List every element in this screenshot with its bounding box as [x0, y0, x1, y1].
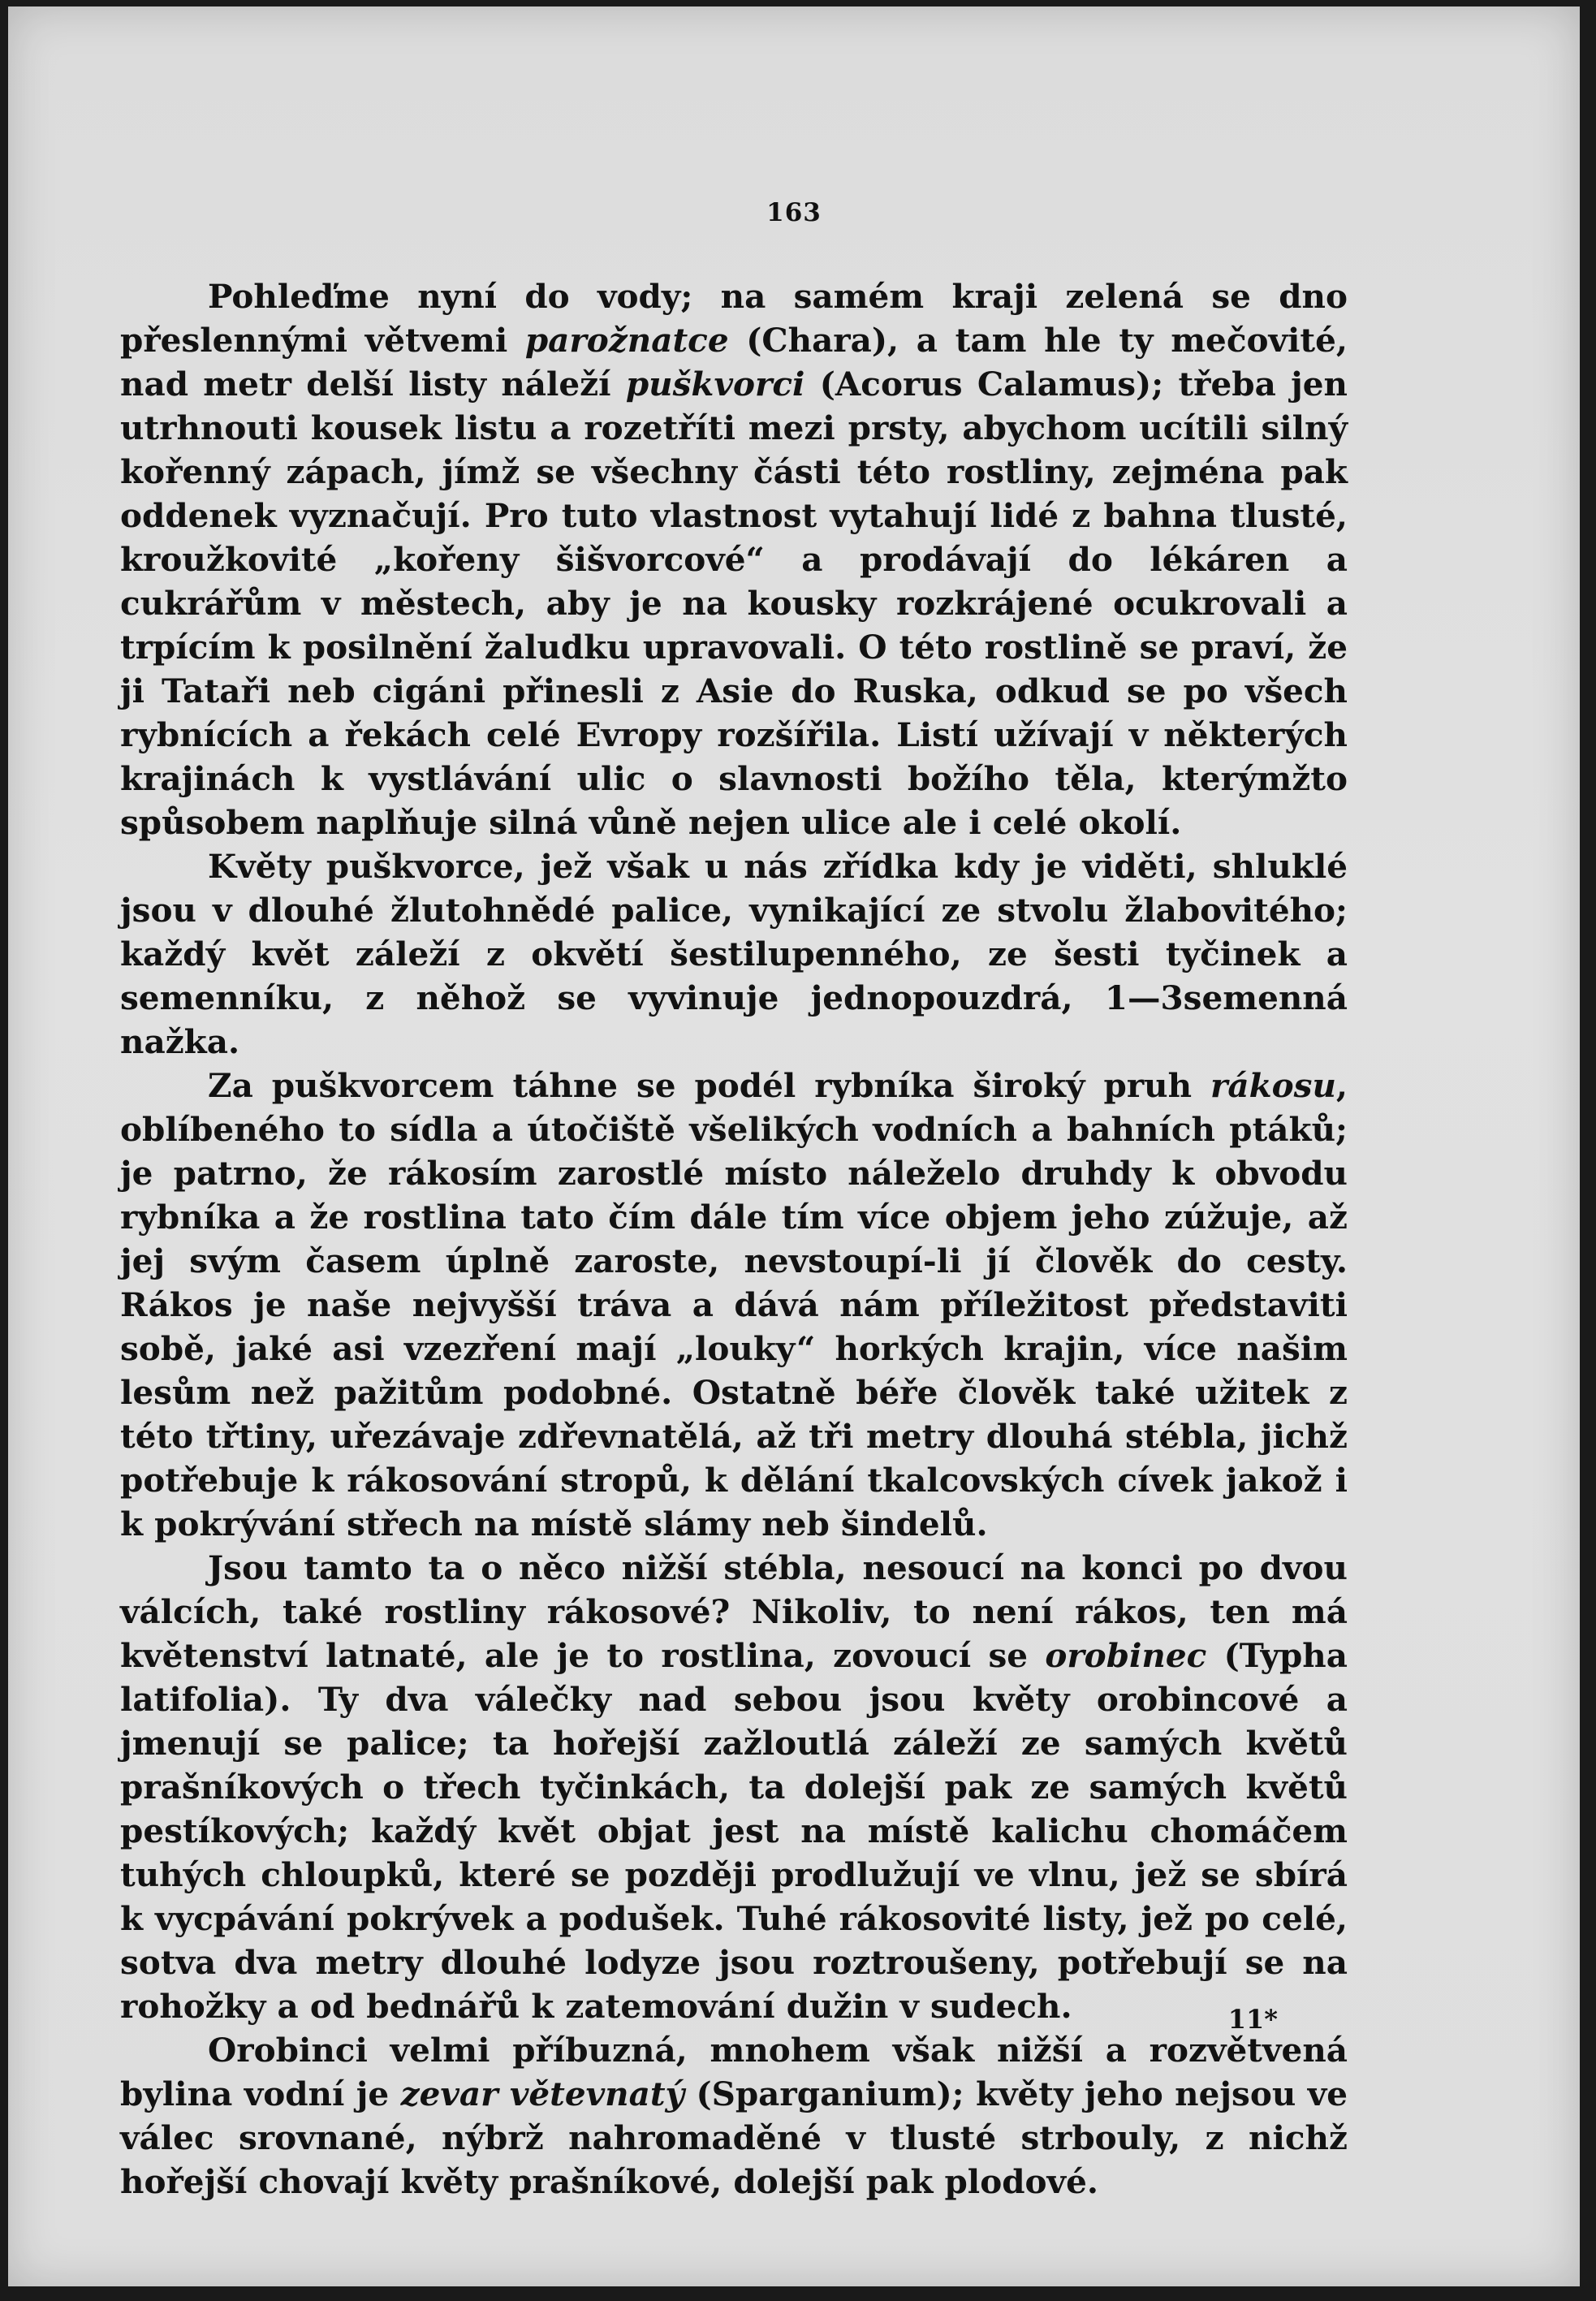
text-run: (Sparganium); květy jeho nejsou ve válec srovnané, nýbrž nahromaděné v tlusté strbouly, z nichž hořejší chovají květy prašníkové, dolejší pak plodové. [120, 2074, 1348, 2201]
text-run: (Chara), a tam hle ty mečovité, nad metr delší listy náleží [120, 321, 1348, 404]
italic-term: puškvorci [625, 365, 805, 404]
text-run: Orobinci velmi příbuzná, mnohem však nižší a rozvětvená bylina vodní je [120, 2031, 1348, 2113]
text-run: Jsou tamto ta o něco nižší stébla, nesoucí na konci po dvou válcích, také rostliny rákosové? Nikoliv, to není rákos, ten má květenství latnaté, ale je to rostlina, zovoucí se [120, 1548, 1348, 1675]
paragraph-puskvorec-flowers [120, 844, 1348, 1064]
text-run: Pohleďme nyní do vody; na samém kraji zelená se dno přeslennými větvemi [120, 277, 1348, 360]
signature-mark: 11* [1227, 2004, 1278, 2035]
paragraph-puskvorec-intro [120, 274, 1348, 844]
page-number: 163 [766, 198, 822, 227]
text-run: (Typha latifolia). Ty dva válečky nad sebou jsou květy orobincové a jmenují se palice; ta hořejší zažloutlá záleží ze samých květů prašníkových o třech tyčinkách, ta dolejší pak ze samých květů pestíkových; každý květ objat jest na místě kalichu chomáčem tuhých chloupků, které se později prodlužují ve vlnu, jež se sbírá k vycpávání pokrývek a podušek. Tuhé rákosovité listy, jež po celé, sotva dva metry dlouhé lodyze jsou roztroušeny, potřebují se na rohožky a od bednářů k zatemování dužin v sudech. [120, 1636, 1348, 2026]
body-text [120, 274, 1348, 2204]
text-run: , oblíbeného to sídla a útočiště všelikých vodních a bahních ptáků; je patrno, že rákosím zarostlé místo náleželo druhdy k obvodu rybníka a že rostlina tato čím dále tím více objem jeho zúžuje, až jej svým časem úplně zaroste, nevstoupí-li jí člověk do cesty. Rákos je naše nejvyšší tráva a dává nám příležitost představiti sobě, jaké asi vzezření mají „louky“ horkých krajin, více našim lesům než pažitům podobné. Ostatně béře člověk také užitek z této třtiny, uřezávaje zdřevnatělá, až tři metry dlouhá stébla, jichž potřebuje k rákosování stropů, k dělání tkalcovských cívek jakož i k pokrývání střech na místě slámy neb šindelů. [120, 1066, 1348, 1543]
paragraph-orobinec [120, 1546, 1348, 2028]
text-run: (Acorus Calamus); třeba jen utrhnouti kousek listu a rozetříti mezi prsty, abychom ucítili silný kořenný zápach, jímž se všechny části této rostliny, zejména pak oddenek vyznačují. Pro tuto vlastnost vytahují lidé z bahna tlusté, kroužkovité „kořeny šišvorcové“ a prodávají do lékáren a cukrářům v městech, aby je na kousky rozkrájené ocukrovali a trpícím k posilnění žaludku upravovali. O této rostlině se praví, že ji Tataři neb cigáni přinesli z Asie do Ruska, odkud se po všech rybnících a řekách celé Evropy rozšířila. Listí užívají v některých krajinách k vystlávání ulic o slavnosti božího těla, kterýmžto spůsobem naplňuje silná vůně nejen ulice ale i celé okolí. [120, 365, 1348, 842]
paragraph-rakos [120, 1064, 1348, 1546]
italic-term: zevar větevnatý [400, 2074, 685, 2113]
paragraph-zevar [120, 2028, 1348, 2204]
text-run: Za puškvorcem táhne se podél rybníka široký pruh [208, 1066, 1210, 1105]
italic-term: rákosu [1210, 1066, 1336, 1105]
italic-term: orobinec [1045, 1636, 1207, 1675]
text-run: Květy puškvorce, jež však u nás zřídka kdy je viděti, shluklé jsou v dlouhé žlutohnědé palice, vynikající ze stvolu žlabovitého; každý květ záleží z okvětí šestilupenného, ze šesti tyčinek a semenníku, z něhož se vyvinuje jednopouzdrá, 1—3semenná nažka. [120, 847, 1348, 1061]
italic-term: parožnatce [524, 321, 729, 360]
book-page [8, 6, 1580, 2286]
